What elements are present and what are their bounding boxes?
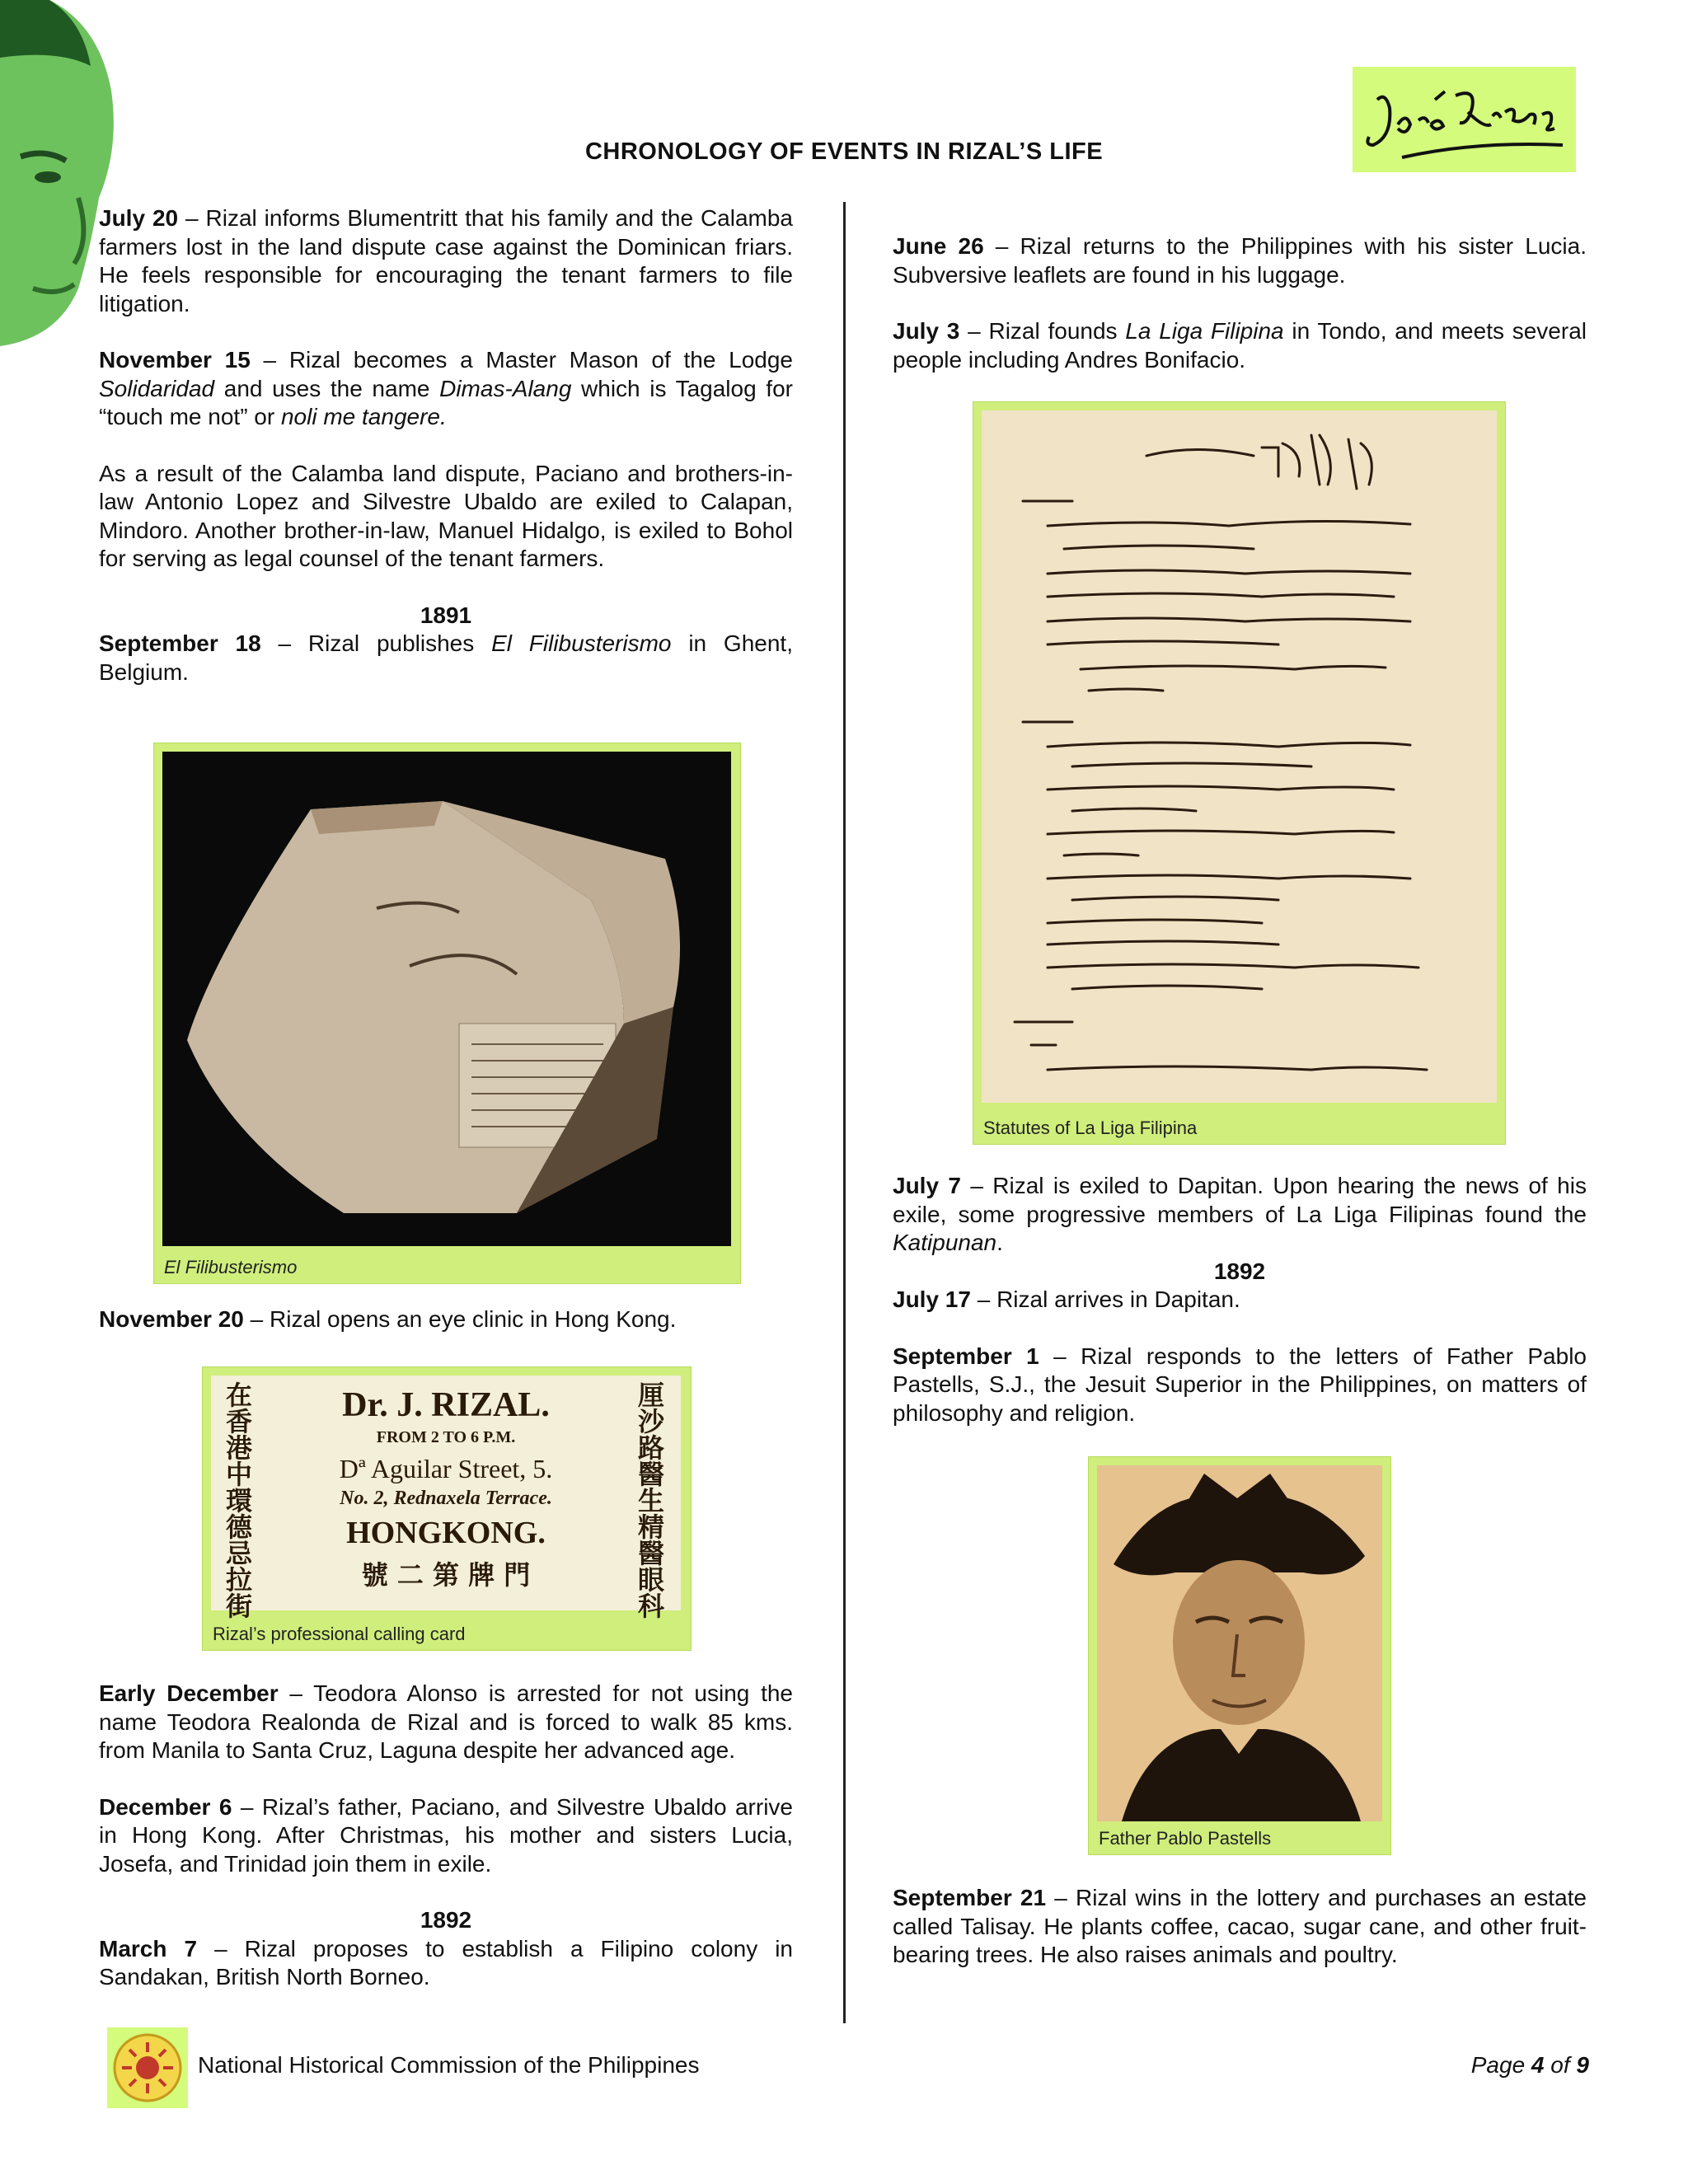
page-current: 4: [1531, 2052, 1545, 2078]
entry-date: September 18: [99, 630, 261, 656]
book-image: [162, 752, 731, 1246]
nhcp-logo: [107, 2027, 188, 2108]
entry-date: July 20: [99, 205, 179, 231]
entry-text: – Teodora Alonso is arrested for not using the name Teodora Realonda de Rizal and is forced to walk 85 kms. from Manila to Santa Cruz, Laguna despite her advanced age.: [99, 1680, 793, 1763]
left-column-bottom: [99, 1680, 793, 1992]
column-divider: [843, 202, 846, 2023]
card-chinese-left: 在香港中環德忌拉街: [226, 1380, 253, 1622]
entry-text: – Rizal opens an eye clinic in Hong Kong.: [243, 1306, 677, 1332]
entry-date: March 7: [99, 1935, 198, 1961]
figure-el-filibusterismo: [153, 743, 741, 1284]
card-city: HONGKONG.: [346, 1516, 546, 1550]
entry-date: December 6: [99, 1793, 232, 1820]
entry-text: which is Tagalog for “touch me not” or: [99, 375, 793, 429]
footer-organization: National Historical Commission of the Philippines: [198, 2052, 700, 2078]
page-number: [1471, 2052, 1589, 2079]
entry-date: November 15: [99, 347, 251, 373]
entry-text: and uses the name: [214, 375, 440, 401]
right-column-bottom: [893, 1884, 1587, 1970]
calling-card: [211, 1376, 681, 1622]
figure-caption: Father Pablo Pastells: [1099, 1828, 1272, 1849]
entry-date: November 20: [99, 1306, 244, 1332]
entry-date: July 3: [893, 318, 960, 344]
entry-italic: Dimas-Alang: [439, 375, 572, 401]
card-chinese-right: 厘沙路醫生精醫眼科: [638, 1380, 665, 1622]
entry-text: – Rizal responds to the letters of Father Pablo Pastells, S.J., the Jesuit Superior in the Philippines, on matters of philosophy and religion.: [893, 1343, 1587, 1426]
entry-text: – Rizal publishes: [260, 630, 492, 656]
entry-march-7: [99, 1935, 793, 1992]
entry-november-15: [99, 346, 793, 432]
entry-september-18: [99, 630, 793, 687]
figure-caption: [164, 1257, 297, 1278]
entry-italic: Solidaridad: [99, 375, 215, 401]
card-terrace: No. 2, Rednaxela Terrace.: [340, 1488, 552, 1509]
card-text: [269, 1385, 623, 1592]
entry-september-1: [893, 1343, 1587, 1428]
caption-text: El Filibusterismo: [164, 1257, 298, 1277]
card-hours: FROM 2 TO 6 P.M.: [376, 1428, 516, 1446]
entry-text: – Rizal proposes to establish a Filipino colony in Sandakan, British North Borneo.: [99, 1935, 794, 1990]
page-title: CHRONOLOGY OF EVENTS IN RIZAL’S LIFE: [584, 138, 1104, 165]
figure-father-pastells: [1088, 1456, 1391, 1855]
entry-september-21: [893, 1884, 1587, 1970]
entry-date: June 26: [893, 233, 984, 259]
entry-date: Early December: [99, 1680, 279, 1706]
figure-calling-card: [202, 1366, 692, 1651]
entry-july-3: [893, 317, 1587, 374]
entry-italic: La Liga Filipina: [1125, 318, 1284, 344]
entry-november-20: [99, 1305, 793, 1334]
page-of: of: [1544, 2052, 1577, 2078]
entry-text: – Rizal arrives in Dapitan.: [970, 1286, 1240, 1312]
left-column: [99, 204, 793, 687]
entry-date: September 1: [893, 1343, 1039, 1369]
figure-caption: Rizal’s professional calling card: [213, 1624, 466, 1644]
pastells-portrait-image: [1097, 1465, 1382, 1821]
entry-text: – Rizal wins in the lottery and purchases an estate called Talisay. He plants coffee, cacao, sugar cane, and other fruit-bearing trees. He also raises animals and poultry.: [893, 1885, 1587, 1967]
entry-july-20: [99, 204, 793, 318]
entry-text: – Rizal’s father, Paciano, and Silvestre Ubaldo arrive in Hong Kong. After Christmas, his mother and sisters Lucia, Josefa, and Trinidad join them in exile.: [99, 1793, 793, 1877]
page-total: 9: [1576, 2052, 1589, 2078]
entry-early-december: [99, 1680, 793, 1765]
entry-date: July 7: [893, 1173, 961, 1198]
entry-italic: Katipunan: [893, 1230, 997, 1255]
year-heading: 1892: [420, 1907, 472, 1933]
entry-text: – Rizal informs Blumentritt that his family and the Calamba farmers lost in the land dispute case against the Dominican friars. He feels responsible for encouraging the tenant farmers to file litigation.: [99, 205, 793, 316]
card-name: Dr. J. RIZAL.: [342, 1386, 550, 1424]
entry-july-7: [893, 1172, 1587, 1258]
sun-seal-icon: [107, 2027, 188, 2108]
entry-text: – Rizal founds: [959, 318, 1126, 344]
entry-july-17: [893, 1286, 1587, 1315]
entry-text: in Tondo, and meets several people including Andres Bonifacio.: [893, 318, 1587, 373]
card-chinese-bottom: 號 二 第 牌 門: [361, 1559, 531, 1591]
entry-june-26: [893, 232, 1587, 289]
entry-text: in Ghent, Belgium.: [99, 630, 793, 685]
year-heading: 1891: [420, 602, 472, 628]
page-label: Page: [1470, 2052, 1531, 2078]
entry-calamba-exile: As a result of the Calamba land dispute, Paciano and brothers-in-law Antonio Lopez and Silvestre Ubaldo are exiled to Calapan, Mindoro. Another brother-in-law, Manuel Hidalgo, is exiled to Bohol for serving as legal counsel of the tenant farmers.: [99, 460, 793, 571]
right-column-mid: [893, 1172, 1587, 1427]
entry-text: – Rizal returns to the Philippines with his sister Lucia. Subversive leaflets are found in his luggage.: [893, 233, 1587, 288]
statutes-manuscript-image: [982, 410, 1497, 1103]
entry-italic: noli me tangere.: [280, 404, 447, 429]
entry-date: September 21: [893, 1885, 1047, 1910]
entry-text: – Rizal becomes a Master Mason of the Lodge: [250, 347, 793, 373]
left-column-mid: [99, 1305, 793, 1334]
right-column: [893, 232, 1587, 374]
figure-statutes: [973, 401, 1506, 1145]
entry-date: July 17: [893, 1286, 971, 1312]
entry-text: .: [996, 1230, 1003, 1255]
card-street: Dª Aguilar Street, 5.: [339, 1454, 553, 1483]
figure-caption: Statutes of La Liga Filipina: [983, 1118, 1198, 1138]
year-heading: 1892: [1213, 1258, 1266, 1284]
entry-december-6: [99, 1793, 793, 1879]
entry-italic: El Filibusterismo: [491, 630, 672, 656]
entry-text: – Rizal is exiled to Dapitan. Upon hearing the news of his exile, some progressive members of La Liga Filipinas found the: [893, 1173, 1587, 1227]
